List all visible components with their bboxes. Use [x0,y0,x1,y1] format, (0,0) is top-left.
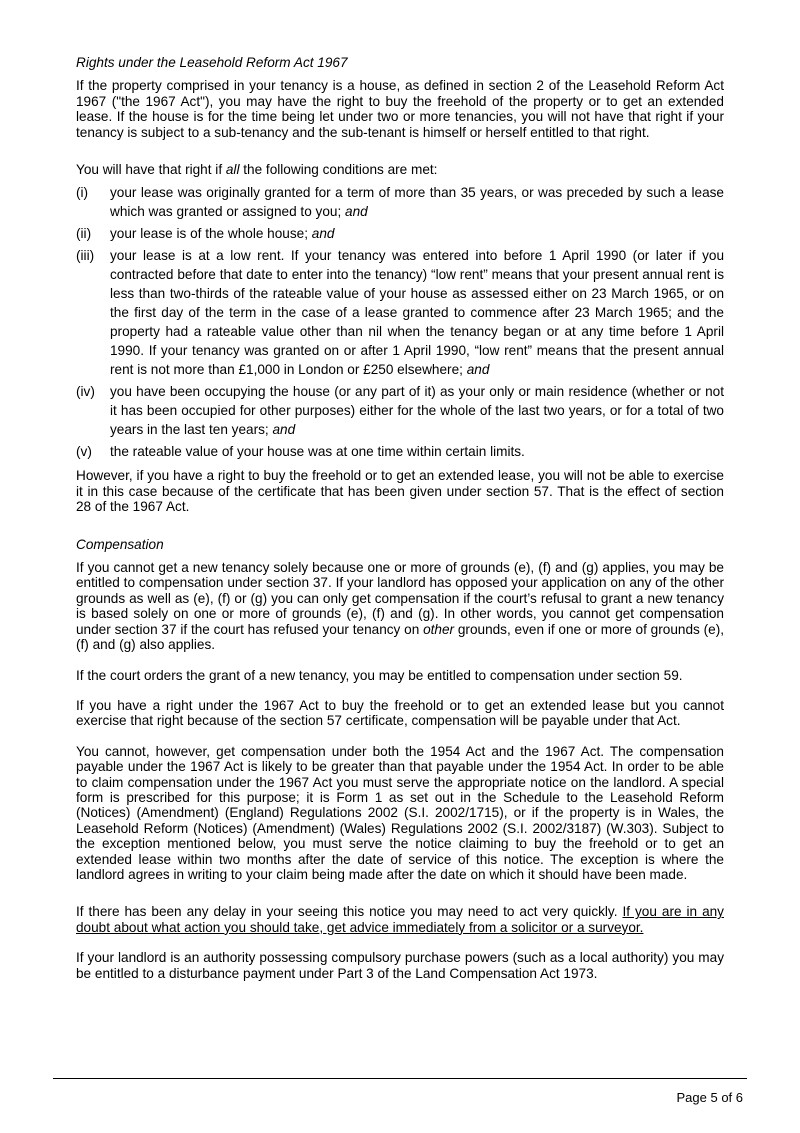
compensation-paragraph-4: You cannot, however, get compensation under both the 1954 Act and the 1967 Act. The compensation payable under the 1967 Act is likely to be greater than that payable under the 1954 Act. In order to be able to claim compensation under the 1967 Act you must serve the appropriate notice on the landlord. A special form is prescribed for this purpose; it is Form 1 as set out in the Schedule to the Leasehold Reform (Notices) (Amendment) (England) Regulations 2002 (S.I. 2002/1715), or if the property is in Wales, the Leasehold Reform (Notices) (Amendment) (Wales) Regulations 2002 (S.I. 2002/3187) (W.303). Subject to the exception mentioned below, you must serve the notice claiming to buy the freehold or to get an extended lease within two months after the date of service of this notice. The exception is where the landlord agrees in writing to your claim being made after the date on which it should have been made. [76,743,724,882]
page-number: Page 5 of 6 [676,1090,743,1105]
condition-number: (i) [76,185,89,201]
condition-item: (v) the rateable value of your house was at one time within certain limits. [76,444,525,460]
compensation-paragraph-5: If there has been any delay in your seeing this notice you may need to act very quickly. If you are in any doubt about what action you should take, get advice immediately from a solicitor or a surveyor. [76,904,724,935]
conditions-list [76,183,724,461]
condition-item: (i) your lease was originally granted for a term of more than 35 years, or was preceded by such a lease which was granted or assigned to you; and [76,185,724,220]
compensation-paragraph-3: If you have a right under the 1967 Act to buy the freehold or to get an extended lease but you cannot exercise that right because of the section 57 certificate, compensation will be payable under that Act. [76,697,724,729]
condition-number: (iii) [76,248,95,264]
compensation-paragraph-2: If the court orders the grant of a new tenancy, you may be entitled to compensation under section 59. [76,667,683,683]
compensation-paragraph-1: If you cannot get a new tenancy solely because one or more of grounds (e), (f) and (g) applies, you may be entitled to compensation under section 37. If your landlord has opposed your application on any of the other grounds as well as (e), (f) or (g) you can only get compensation if the court’s refusal to grant a new tenancy is based solely on one or more of grounds (e), (f) and (g). In other words, you cannot get compensation under section 37 if the court has refused your tenancy on other grounds, even if one or more of grounds (e), (f) and (g) also applies. [76,560,724,653]
advice-underlined-text: If you are in any doubt about what action you should take, get advice immediately from a solicitor or a surveyor. [76,904,724,935]
conditions-intro: You will have that right if all the following conditions are met: [76,162,438,178]
condition-item: (iv) you have been occupying the house (or any part of it) as your only or main residence (whether or not it has been occupied for other purposes) either for the whole of the last two years, or for a total of two years in the last ten years; and [76,384,724,438]
condition-number: (v) [76,444,92,460]
page-content [76,55,724,981]
condition-item: (iii) your lease is at a low rent. If your tenancy was entered into before 1 April 1990 (or later if you contracted before that date to enter into the tenancy) “low rent” means that your present annual rent is less than two-thirds of the rateable value of your house as assessed either on 23 March 1965, or on the first day of the term in the case of a lease granted to commence after 23 March 1965; and the property had a rateable value other than nil when the tenancy began or at any time before 1 April 1990. If your tenancy was granted on or after 1 April 1990, “low rent” means that the present annual rent is not more than £1,000 in London or £250 elsewhere; and [76,248,724,378]
condition-item: (ii) your lease is of the whole house; and [76,226,335,242]
footer-divider [53,1078,747,1079]
compensation-heading: Compensation [76,536,164,552]
conditions-intro-emphasis: all [225,162,240,178]
certificate-paragraph: However, if you have a right to buy the freehold or to get an extended lease, you will not be able to exercise it in this case because of the certificate that has been given under section 57. That is the effect of section 28 of the 1967 Act. [76,468,724,515]
condition-number: (iv) [76,384,95,400]
condition-number: (ii) [76,226,92,242]
leasehold-rights-heading: Rights under the Leasehold Reform Act 1967 [76,55,348,70]
compensation-paragraph-6: If your landlord is an authority possessing compulsory purchase powers (such as a local authority) you may be entitled to a disturbance payment under Part 3 of the Land Compensation Act 1973. [76,950,724,981]
leasehold-rights-paragraph: If the property comprised in your tenancy is a house, as defined in section 2 of the Leasehold Reform Act 1967 ("the 1967 Act"), you may have the right to buy the freehold of the property or to get an extended lease. If the house is for the time being let under two or more tenancies, you will not have that right if your tenancy is subject to a sub-tenancy and the sub-tenant is himself or herself entitled to that right. [76,78,724,140]
